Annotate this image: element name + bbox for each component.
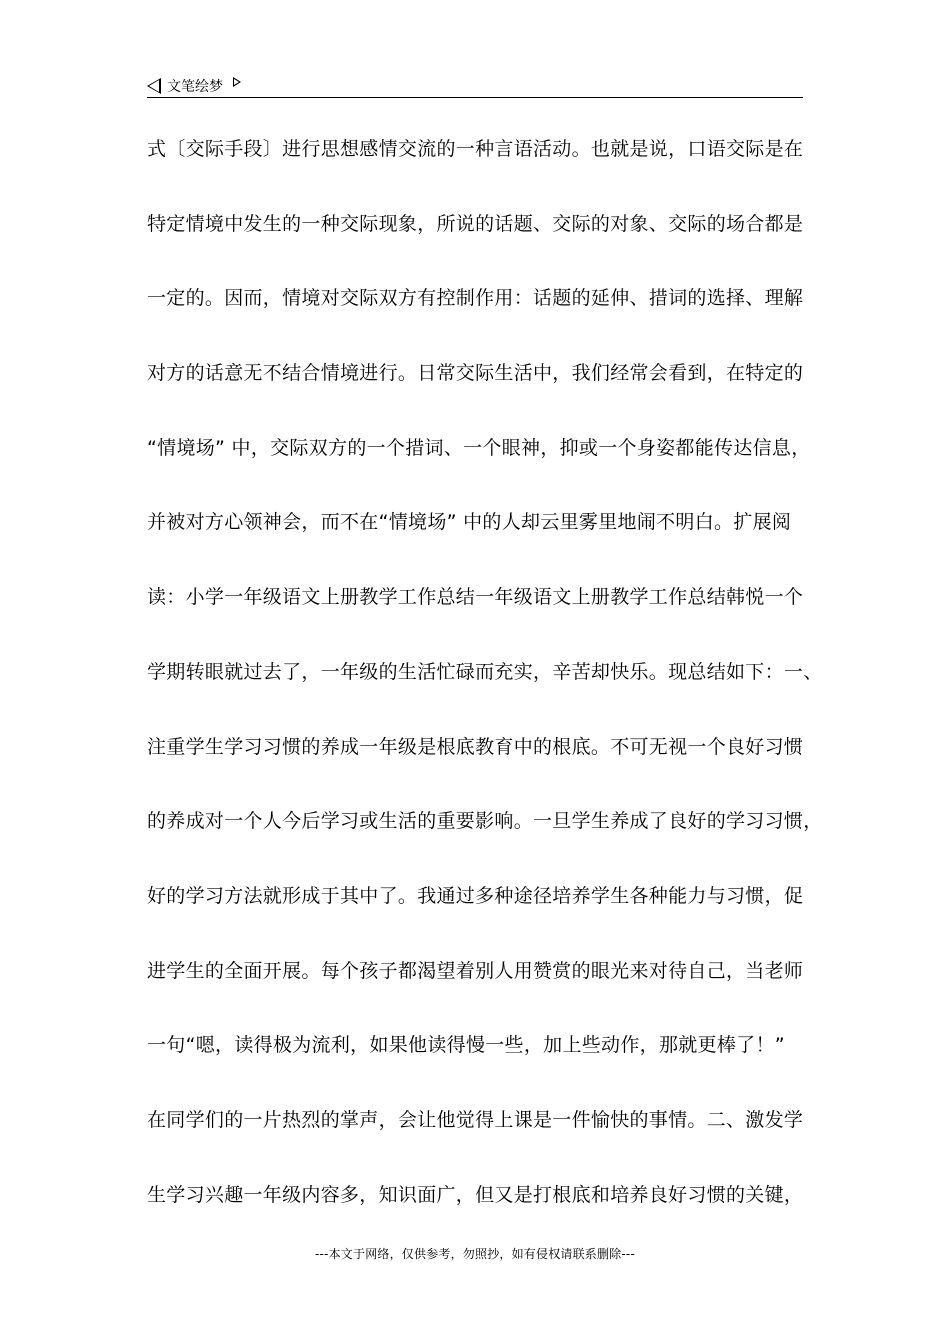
text-line: 学期转眼就过去了，一年级的生活忙碌而充实，辛苦却快乐。现总结如下：一、 [147, 660, 823, 683]
text-line: 读：小学一年级语文上册教学工作总结一年级语文上册教学工作总结韩悦一个 [147, 586, 804, 609]
header-divider [147, 97, 803, 98]
text-line: 一句“嗯，读得极为流利，如果他读得慢一些，加上些动作，那就更棒了！” [147, 1034, 785, 1057]
header-title: 文笔绘梦 [167, 79, 223, 95]
triangle-left-icon [147, 78, 161, 94]
triangle-right-icon [233, 77, 241, 87]
text-line: 好的学习方法就形成于其中了。我通过多种途径培养学生各种能力与习惯，促 [147, 884, 804, 907]
text-line: 在同学们的一片热烈的掌声，会让他觉得上课是一件愉快的事情。二、激发学 [147, 1108, 804, 1131]
page-header [147, 74, 803, 98]
text-line: 并被对方心领神会，而不在“情境场” 中的人却云里雾里地闹不明白。扩展阅 [147, 511, 792, 534]
text-line: 的养成对一个人今后学习或生活的重要影响。一旦学生养成了良好的学习习惯， [147, 810, 823, 833]
text-line: “情境场” 中，交际双方的一个措词、一个眼神，抑或一个身姿都能传达信息， [147, 436, 811, 459]
text-line: 式〔交际手段〕进行思想感情交流的一种言语活动。也就是说，口语交际是在 [147, 138, 804, 160]
page-footer: ---本文于网络，仅供参考，勿照抄，如有侵权请联系删除--- [315, 1247, 635, 1261]
text-line: 特定情境中发生的一种交际现象，所说的话题、交际的对象、交际的场合都是 [147, 212, 804, 235]
text-line: 对方的话意无不结合情境进行。日常交际生活中，我们经常会看到，在特定的 [147, 362, 804, 385]
document-body [147, 136, 827, 1256]
text-line: 进学生的全面开展。每个孩子都渴望着别人用赞赏的眼光来对待自己，当老师 [147, 959, 804, 982]
text-line: 注重学生学习习惯的养成一年级是根底教育中的根底。不可无视一个良好习惯 [147, 735, 804, 758]
text-line: 生学习兴趣一年级内容多，知识面广，但又是打根底和培养良好习惯的关键， [147, 1183, 804, 1206]
text-line: 一定的。因而，情境对交际双方有控制作用：话题的延伸、措词的选择、理解 [147, 287, 804, 310]
